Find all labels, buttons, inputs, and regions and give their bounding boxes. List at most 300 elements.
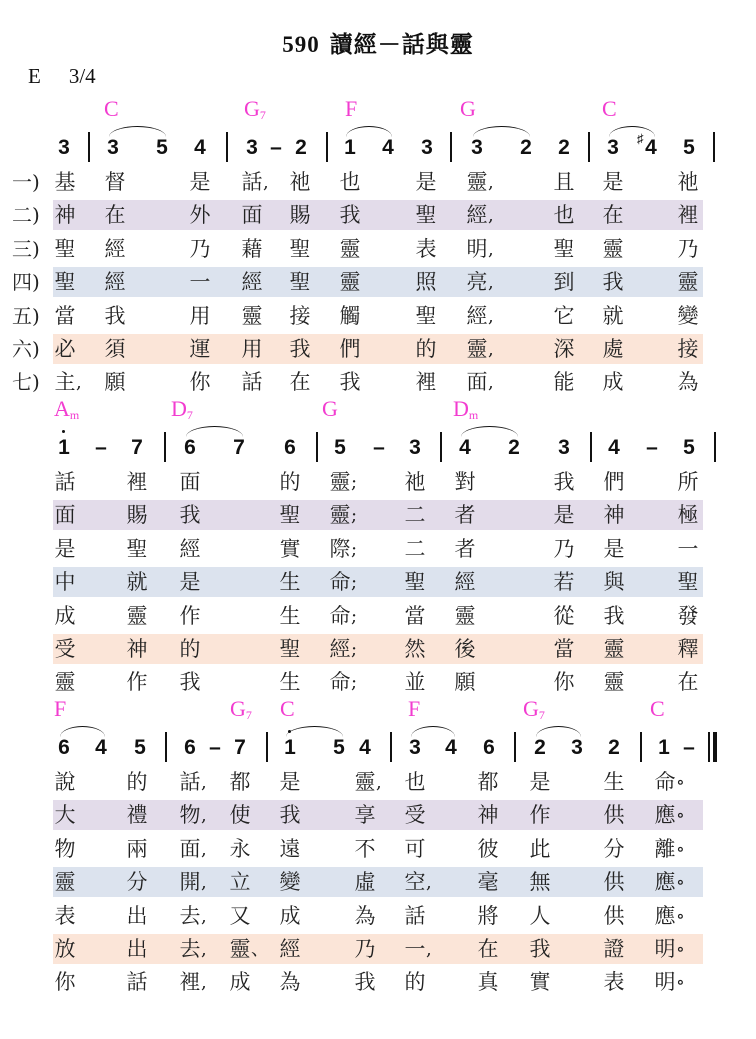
verse-label: 二) <box>12 203 40 228</box>
lyric-char: 的 <box>179 637 201 661</box>
lyric-char: 是 <box>189 170 211 194</box>
lyric-char: 生 <box>603 770 625 794</box>
lyric-char: 經 <box>466 203 488 228</box>
lyric-char: 是 <box>415 170 437 194</box>
lyric-char: 聖 <box>289 236 311 261</box>
lyric-punctuation: ∘ <box>676 972 685 994</box>
lyric-char: 聖 <box>404 570 426 595</box>
lyric-char: 神 <box>54 203 76 228</box>
note: 3 <box>607 136 619 159</box>
chord-symbol: C <box>602 96 617 121</box>
lyric-char: 應 <box>654 803 676 828</box>
lyric-punctuation: , <box>488 238 494 260</box>
lyric-char: 裡 <box>126 470 148 494</box>
note: 6 <box>284 436 296 459</box>
lyric-char: 靈 <box>54 670 76 695</box>
note: 2 <box>608 736 620 759</box>
lyric-char: 聖 <box>415 203 437 228</box>
note: 3 <box>571 736 583 759</box>
lyric-char: 供 <box>603 803 625 828</box>
note: 5 <box>333 736 345 759</box>
note-dash: – <box>646 436 658 459</box>
lyric-punctuation: ; <box>351 639 358 660</box>
lyric-char: 分 <box>603 836 625 861</box>
lyric-char: 接 <box>289 303 311 328</box>
lyric-char: 經 <box>104 236 126 261</box>
lyric-char: 生 <box>279 570 301 595</box>
lyric-char: 明 <box>654 937 676 961</box>
lyric-punctuation: , <box>488 272 494 294</box>
lyric-punctuation: , <box>201 838 207 860</box>
chord-symbol: C <box>104 96 119 121</box>
lyric-char: 去 <box>179 937 201 961</box>
lyric-char: 話 <box>179 770 201 794</box>
lyric-punctuation: , <box>201 972 207 994</box>
bar-line <box>226 132 228 162</box>
lyric-char: 實 <box>279 536 301 561</box>
lyric-char: 面 <box>241 203 263 228</box>
lyric-char: 變 <box>279 870 301 895</box>
lyric-char: 供 <box>603 870 625 895</box>
lyric-char: 立 <box>229 870 251 895</box>
lyric-punctuation: , <box>201 805 207 827</box>
lyric-char: 神 <box>603 503 625 528</box>
lyric-punctuation: , <box>76 372 82 394</box>
lyric-char: 是 <box>54 536 76 561</box>
note: 6 <box>58 736 70 759</box>
lyric-row-verse-1 <box>0 766 756 799</box>
lyric-char: 都 <box>477 770 499 794</box>
octave-dot <box>62 430 65 433</box>
lyric-char: 乃 <box>553 536 575 561</box>
final-bar-thin <box>708 732 710 762</box>
lyric-char: 我 <box>529 937 551 961</box>
lyric-char: 說 <box>54 770 76 794</box>
lyric-char: 表 <box>54 903 76 928</box>
lyric-char: 們 <box>339 337 361 361</box>
lyric-char: 所 <box>677 470 699 494</box>
bar-line <box>316 432 318 462</box>
lyric-char: 在 <box>104 203 126 228</box>
note-dash: – <box>270 136 282 159</box>
lyric-row-verse-5 <box>0 600 756 633</box>
bar-line <box>326 132 328 162</box>
lyric-char: 開 <box>179 870 201 895</box>
verse-label: 四) <box>12 270 40 295</box>
lyric-char: 我 <box>603 603 625 628</box>
lyric-char: 明 <box>466 236 488 261</box>
lyric-char: 後 <box>454 637 476 661</box>
lyric-char: 又 <box>229 903 251 928</box>
note: 5 <box>334 436 346 459</box>
note: 7 <box>131 436 143 459</box>
sharp-sign: ♯ <box>637 131 644 146</box>
lyric-char: 虛 <box>354 870 376 895</box>
lyric-char: 離 <box>654 836 676 861</box>
note: 2 <box>520 136 532 159</box>
lyric-char: 靈 <box>454 603 476 628</box>
chord-symbol: $G_7$ <box>523 696 545 722</box>
lyric-char: 靈 <box>354 770 376 794</box>
lyric-char: 空 <box>404 870 426 895</box>
lyric-char: 為 <box>677 370 699 395</box>
lyric-char: 遠 <box>279 836 301 861</box>
lyric-char: 是 <box>529 770 551 794</box>
lyric-punctuation: ; <box>351 505 358 527</box>
note: 4 <box>194 136 206 159</box>
lyric-char: 經 <box>466 303 488 328</box>
chord-symbol: $D_7$ <box>171 396 193 422</box>
bar-line <box>588 132 590 162</box>
lyric-char: 大 <box>54 803 76 828</box>
lyric-char: 靈 <box>329 470 351 494</box>
lyric-char: 主 <box>54 370 76 395</box>
lyric-row-verse-3 <box>0 233 756 266</box>
lyric-char: 在 <box>477 937 499 961</box>
lyric-char: 命 <box>329 670 351 695</box>
lyric-char: 表 <box>603 970 625 995</box>
chord-symbol: F <box>345 96 358 121</box>
bar-line <box>165 732 167 762</box>
lyric-char: 聖 <box>415 303 437 328</box>
lyric-char: 到 <box>553 270 575 295</box>
lyric-char: 能 <box>553 370 575 395</box>
note: 3 <box>58 136 70 159</box>
lyric-char: 面 <box>179 836 201 861</box>
lyric-char: 話 <box>126 970 148 995</box>
note-dash: – <box>373 436 385 459</box>
lyric-char: 可 <box>404 836 426 861</box>
lyric-char: 去 <box>179 903 201 928</box>
lyric-char: 乃 <box>354 937 376 961</box>
lyric-char: 放 <box>54 937 76 961</box>
lyric-punctuation: ; <box>351 472 358 493</box>
lyric-char: 經 <box>241 270 263 295</box>
lyric-char: 生 <box>279 603 301 628</box>
lyric-punctuation: ; <box>351 572 358 594</box>
chord-symbol: F <box>408 696 421 721</box>
note-dash: – <box>683 736 695 759</box>
bar-line <box>266 732 268 762</box>
lyric-row-verse-6 <box>0 933 756 966</box>
chord-symbol: G <box>460 96 476 121</box>
lyric-char: 當 <box>553 637 575 661</box>
lyric-row-verse-2 <box>0 199 756 232</box>
lyric-char: 享 <box>354 803 376 828</box>
lyric-char: 經 <box>329 637 351 661</box>
lyric-char: 我 <box>339 203 361 228</box>
lyric-row-verse-3 <box>0 833 756 866</box>
lyric-char: 的 <box>126 770 148 794</box>
lyric-punctuation: ∘ <box>676 872 685 894</box>
note: 5 <box>683 436 695 459</box>
lyric-char: 乃 <box>189 236 211 261</box>
lyric-char: 無 <box>529 870 551 895</box>
lyric-char: 且 <box>553 170 575 194</box>
note: 7 <box>234 736 246 759</box>
lyric-char: 在 <box>677 670 699 695</box>
lyric-char: 亮 <box>466 270 488 295</box>
lyric-row-verse-7 <box>0 966 756 999</box>
lyric-char: 們 <box>603 470 625 494</box>
lyric-char: 受 <box>54 637 76 661</box>
lyric-char: 靈 <box>241 303 263 328</box>
lyric-char: 成 <box>279 903 301 928</box>
lyric-char: 裡 <box>179 970 201 995</box>
lyric-punctuation: , <box>201 905 207 927</box>
lyric-char: 靈 <box>339 270 361 295</box>
lyric-punctuation: ; <box>351 605 358 627</box>
bar-line <box>640 732 642 762</box>
lyric-char: 祂 <box>677 170 699 194</box>
lyric-char: 乃 <box>677 236 699 261</box>
lyric-char: 靈 <box>466 337 488 361</box>
lyric-char: 靈 <box>466 170 488 194</box>
note: 2 <box>558 136 570 159</box>
lyric-char: 督 <box>104 170 126 194</box>
note: 3 <box>558 436 570 459</box>
bar-line <box>450 132 452 162</box>
bar-line <box>714 432 716 462</box>
bar-line <box>88 132 90 162</box>
lyric-punctuation: , <box>488 205 494 227</box>
lyric-punctuation: ∘ <box>676 905 685 927</box>
lyric-row-verse-3 <box>0 533 756 566</box>
lyric-char: 若 <box>553 570 575 595</box>
lyric-char: 釋 <box>677 637 699 661</box>
lyric-char: 是 <box>179 570 201 595</box>
lyric-char: 運 <box>189 337 211 361</box>
lyric-char: 命 <box>329 570 351 595</box>
lyric-char: 我 <box>553 470 575 494</box>
lyric-char: 是 <box>553 503 575 528</box>
lyric-char: 命 <box>654 770 676 794</box>
lyric-char: 二 <box>404 503 426 528</box>
lyric-char: 物 <box>54 836 76 861</box>
lyric-char: 經 <box>104 270 126 295</box>
lyric-char: 一 <box>404 937 426 961</box>
note: 3 <box>409 736 421 759</box>
time-signature: 3/4 <box>68 64 96 88</box>
lyric-char: 靈 <box>126 603 148 628</box>
octave-dot <box>288 730 291 733</box>
lyric-char: 面 <box>466 370 488 395</box>
lyric-char: 將 <box>477 903 499 928</box>
lyric-char: 祂 <box>289 170 311 194</box>
lyric-punctuation: , <box>488 372 494 394</box>
lyric-char: 聖 <box>279 503 301 528</box>
lyric-char: 我 <box>354 970 376 995</box>
lyric-char: 彼 <box>477 836 499 861</box>
lyric-char: 我 <box>179 503 201 528</box>
lyric-punctuation: , <box>201 772 207 793</box>
bar-line <box>514 732 516 762</box>
note: 3 <box>421 136 433 159</box>
lyric-char: 生 <box>279 670 301 695</box>
lyric-char: 聖 <box>279 637 301 661</box>
lyric-char: 的 <box>415 337 437 361</box>
lyric-char: 受 <box>404 803 426 828</box>
lyric-char: 當 <box>404 603 426 628</box>
lyric-char: 然 <box>404 637 426 661</box>
lyric-char: 對 <box>454 470 476 494</box>
lyric-char: 一 <box>677 536 699 561</box>
lyric-char: 禮 <box>126 803 148 828</box>
lyric-punctuation: ∘ <box>676 772 685 793</box>
note: 5 <box>156 136 168 159</box>
lyric-char: 並 <box>404 670 426 695</box>
lyric-punctuation: , <box>426 872 432 894</box>
lyric-punctuation: , <box>201 939 207 960</box>
note: 3 <box>107 136 119 159</box>
key-time-signature <box>28 64 124 89</box>
lyric-char: 極 <box>677 503 699 528</box>
lyric-char: 實 <box>529 970 551 995</box>
note: 4 <box>382 136 394 159</box>
note: 4 <box>608 436 620 459</box>
lyric-char: 際 <box>329 536 351 561</box>
lyric-char: 在 <box>289 370 311 395</box>
lyric-char: 面 <box>179 470 201 494</box>
lyric-char: 成 <box>602 370 624 395</box>
lyric-char: 就 <box>126 570 148 595</box>
lyric-row-verse-4 <box>0 566 756 599</box>
lyric-char: 必 <box>54 337 76 361</box>
lyric-char: 觸 <box>339 303 361 328</box>
lyric-char: 者 <box>454 503 476 528</box>
lyric-char: 物 <box>179 803 201 828</box>
lyric-punctuation: , <box>488 339 494 360</box>
note: 3 <box>246 136 258 159</box>
lyric-char: 出 <box>126 937 148 961</box>
lyric-row-verse-5 <box>0 900 756 933</box>
lyric-char: 你 <box>189 370 211 395</box>
lyric-char: 話 <box>404 903 426 928</box>
final-bar-thick <box>713 732 717 762</box>
lyric-char: 從 <box>553 603 575 628</box>
note: 3 <box>471 136 483 159</box>
lyric-char: 我 <box>179 670 201 695</box>
lyric-char: 它 <box>553 303 575 328</box>
lyric-char: 應 <box>654 870 676 895</box>
lyric-char: 真 <box>477 970 499 995</box>
note: 3 <box>409 436 421 459</box>
note: 4 <box>95 736 107 759</box>
note: 7 <box>233 436 245 459</box>
lyric-char: 聖 <box>289 270 311 295</box>
lyric-row-verse-1 <box>0 466 756 499</box>
lyric-char: 的 <box>279 470 301 494</box>
lyric-punctuation: ; <box>351 672 358 694</box>
lyric-char: 此 <box>529 836 551 861</box>
lyric-char: 話 <box>54 470 76 494</box>
lyric-char: 面 <box>54 503 76 528</box>
lyric-char: 一 <box>189 270 211 295</box>
lyric-char: 是 <box>603 536 625 561</box>
lyric-char: 接 <box>677 337 699 361</box>
lyric-punctuation: , <box>263 172 269 193</box>
lyric-char: 成 <box>54 603 76 628</box>
lyric-char: 我 <box>602 270 624 295</box>
lyric-char: 用 <box>189 303 211 328</box>
lyric-char: 賜 <box>126 503 148 528</box>
lyric-char: 就 <box>602 303 624 328</box>
note: 4 <box>459 436 471 459</box>
note: 1 <box>658 736 670 759</box>
lyric-char: 靈 <box>603 670 625 695</box>
lyric-char: 也 <box>404 770 426 794</box>
lyric-char: 我 <box>289 337 311 361</box>
lyric-char: 也 <box>339 170 361 194</box>
lyric-row-verse-6 <box>0 333 756 366</box>
lyric-char: 明 <box>654 970 676 995</box>
verse-label: 三) <box>12 236 40 261</box>
lyric-char: 經 <box>279 937 301 961</box>
lyric-char: 願 <box>454 670 476 695</box>
lyric-char: 靈 <box>603 637 625 661</box>
lyric-punctuation: ∘ <box>676 939 685 960</box>
note: 1 <box>54 436 74 460</box>
lyric-char: 聖 <box>677 570 699 595</box>
lyric-char: 話 <box>241 170 263 194</box>
lyric-char: 神 <box>126 637 148 661</box>
note: 2 <box>295 136 307 159</box>
chord-symbol: $D_m$ <box>453 396 479 422</box>
lyric-char: 聖 <box>126 536 148 561</box>
lyric-char: 永 <box>229 836 251 861</box>
lyric-char: 作 <box>529 803 551 828</box>
lyric-char: 是 <box>279 770 301 794</box>
lyric-char: 證 <box>603 937 625 961</box>
lyric-char: 處 <box>602 337 624 361</box>
verse-label: 五) <box>12 303 40 328</box>
chord-symbol: F <box>54 696 67 721</box>
lyric-char: 裡 <box>415 370 437 395</box>
hymn-title-text: 讀經－話與靈 <box>329 32 474 57</box>
lyric-char: 靈 <box>677 270 699 295</box>
chord-symbol: G <box>322 396 338 421</box>
lyric-char: 應 <box>654 903 676 928</box>
lyric-char: 經 <box>454 570 476 595</box>
lyric-char: 你 <box>553 670 575 695</box>
bar-line <box>390 732 392 762</box>
lyric-char: 聖 <box>553 236 575 261</box>
lyric-row-verse-1 <box>0 166 756 199</box>
lyric-punctuation: , <box>201 872 207 894</box>
lyric-char: 須 <box>104 337 126 361</box>
lyric-char: 命 <box>329 603 351 628</box>
note: 5 <box>683 136 695 159</box>
lyric-char: 照 <box>415 270 437 295</box>
lyric-char: 的 <box>404 970 426 995</box>
lyric-char: 外 <box>189 203 211 228</box>
lyric-row-verse-4 <box>0 866 756 899</box>
lyric-char: 變 <box>677 303 699 328</box>
lyric-row-verse-5 <box>0 300 756 333</box>
lyric-char: 經 <box>179 536 201 561</box>
note: 4 <box>359 736 371 759</box>
lyric-char: 表 <box>415 236 437 261</box>
note: 4 ♯ <box>641 136 661 160</box>
note-dash: – <box>95 436 107 459</box>
bar-line <box>590 432 592 462</box>
lyric-char: 祂 <box>404 470 426 494</box>
lyric-char: 聖 <box>54 270 76 295</box>
key-signature: E <box>28 64 41 88</box>
lyric-char: 當 <box>54 303 76 328</box>
lyric-char: 為 <box>279 970 301 995</box>
lyric-char: 靈 <box>329 503 351 528</box>
